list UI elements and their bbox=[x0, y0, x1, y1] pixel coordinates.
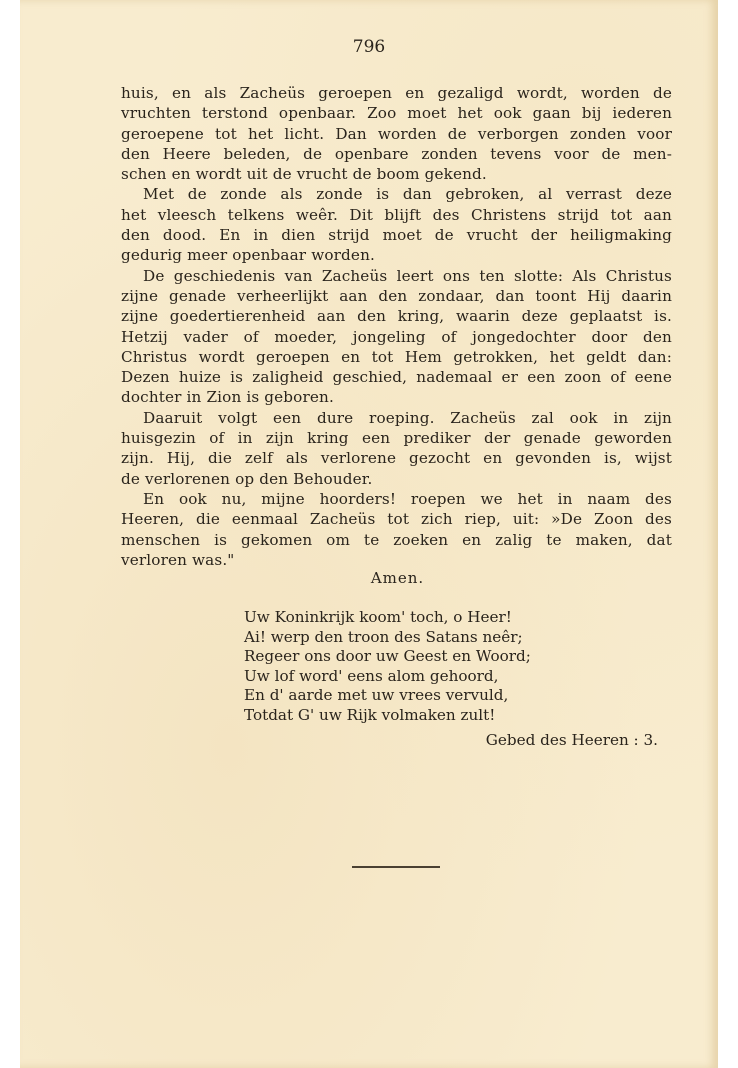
hymn-source: Gebed des Heeren : 3. bbox=[485, 731, 658, 749]
text-line: Christus wordt geroepen en tot Hem getrokken, het geldt dan: bbox=[121, 347, 672, 366]
text-line: Hetzij vader of moeder, jongeling of jongedochter door den bbox=[121, 327, 672, 346]
paragraph-5 bbox=[121, 489, 672, 570]
verse-line: Ai! werp den troon des Satans neêr; bbox=[244, 627, 523, 646]
text-line: Daaruit volgt een dure roeping. Zacheüs zal ook in zijn bbox=[143, 408, 672, 427]
text-line: Met de zonde als zonde is dan gebroken, al verrast deze bbox=[143, 185, 672, 204]
page-number: 796 bbox=[352, 37, 386, 57]
text-line: En ook nu, mijne hoorders! roepen we het in naam des bbox=[143, 489, 672, 508]
verse-line: Uw lof word' eens alom gehoord, bbox=[244, 666, 499, 685]
text-line: de verlorenen op den Behouder. bbox=[121, 469, 373, 488]
paragraph-4 bbox=[121, 408, 672, 489]
verse-line: En d' aarde met uw vrees vervuld, bbox=[244, 686, 509, 704]
text-line: vruchten terstond openbaar. Zoo moet het ook gaan bij iederen bbox=[121, 104, 672, 123]
text-line: zijn. Hij, die zelf als verlorene gezocht en gevonden is, wijst bbox=[121, 449, 672, 468]
text-line: schen en wordt uit de vrucht de boom gekend. bbox=[121, 165, 487, 184]
text-line: zijne genade verheerlijkt aan den zondaar, dan toont Hij daarin bbox=[121, 286, 672, 305]
text-line: verloren was." bbox=[121, 550, 235, 569]
text-line: den Heere beleden, de openbare zonden tevens voor de men- bbox=[121, 144, 672, 163]
text-line: De geschiedenis van Zacheüs leert ons ten slotte: Als Christus bbox=[143, 266, 672, 285]
paragraph-2 bbox=[121, 184, 672, 265]
text-line: het vleesch telkens weêr. Dit blijft des Christens strijd tot aan bbox=[121, 205, 672, 224]
paragraph-1 bbox=[121, 83, 672, 184]
verse-line: Totdat G' uw Rijk volmaken zult! bbox=[244, 705, 496, 724]
text-line: Heeren, die eenmaal Zacheüs tot zich riep, uit: »De Zoon des bbox=[121, 510, 672, 529]
text-line: Dezen huize is zaligheid geschied, nademaal er een zoon of eene bbox=[121, 368, 672, 387]
text-line: zijne goedertierenheid aan den kring, waarin deze geplaatst is. bbox=[121, 307, 672, 326]
sermon-text bbox=[121, 83, 672, 570]
text-line: den dood. En in dien strijd moet de vrucht der heiligmaking bbox=[121, 226, 672, 245]
text-line: huis, en als Zacheüs geroepen en gezaligd wordt, worden de bbox=[121, 84, 672, 102]
amen-heading: Amen. bbox=[370, 569, 425, 587]
hymn-verse bbox=[244, 608, 531, 725]
verse-line: Regeer ons door uw Geest en Woord; bbox=[244, 647, 531, 665]
verse-line: Uw Koninkrijk koom' toch, o Heer! bbox=[244, 608, 512, 626]
text-line: gedurig meer openbaar worden. bbox=[121, 246, 375, 265]
end-rule bbox=[352, 866, 440, 868]
paragraph-3 bbox=[121, 266, 672, 408]
text-line: geroepene tot het licht. Dan worden de verborgen zonden voor bbox=[121, 124, 672, 143]
text-line: dochter in Zion is geboren. bbox=[121, 388, 334, 407]
text-line: huisgezin of in zijn kring een prediker der genade geworden bbox=[121, 429, 672, 448]
text-line: menschen is gekomen om te zoeken en zalig te maken, dat bbox=[121, 530, 672, 549]
